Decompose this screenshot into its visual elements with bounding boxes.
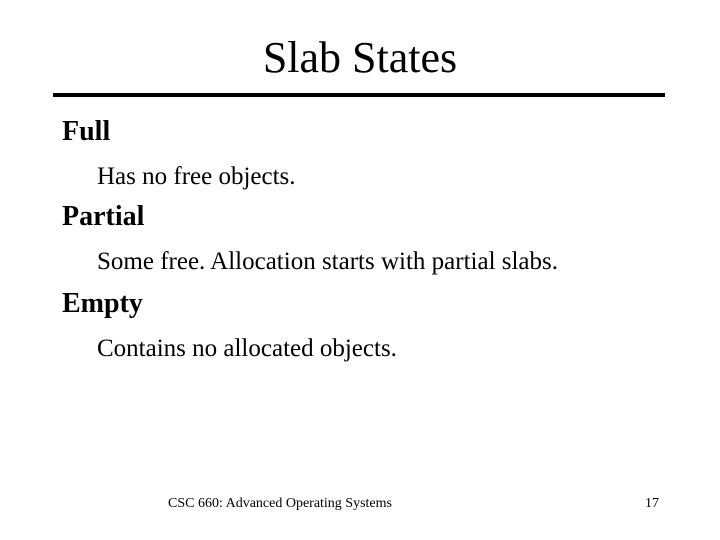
footer-course: CSC 660: Advanced Operating Systems <box>168 496 392 511</box>
term-full: Full <box>62 116 111 147</box>
description-full: Has no free objects. <box>97 163 296 190</box>
title-divider <box>53 93 665 97</box>
term-partial: Partial <box>62 201 145 232</box>
term-empty: Empty <box>62 288 143 319</box>
page-number: 17 <box>645 496 659 511</box>
description-empty: Contains no allocated objects. <box>97 335 397 362</box>
slide-title: Slab States <box>262 33 458 82</box>
description-partial: Some free. Allocation starts with partial slabs. <box>97 248 559 275</box>
